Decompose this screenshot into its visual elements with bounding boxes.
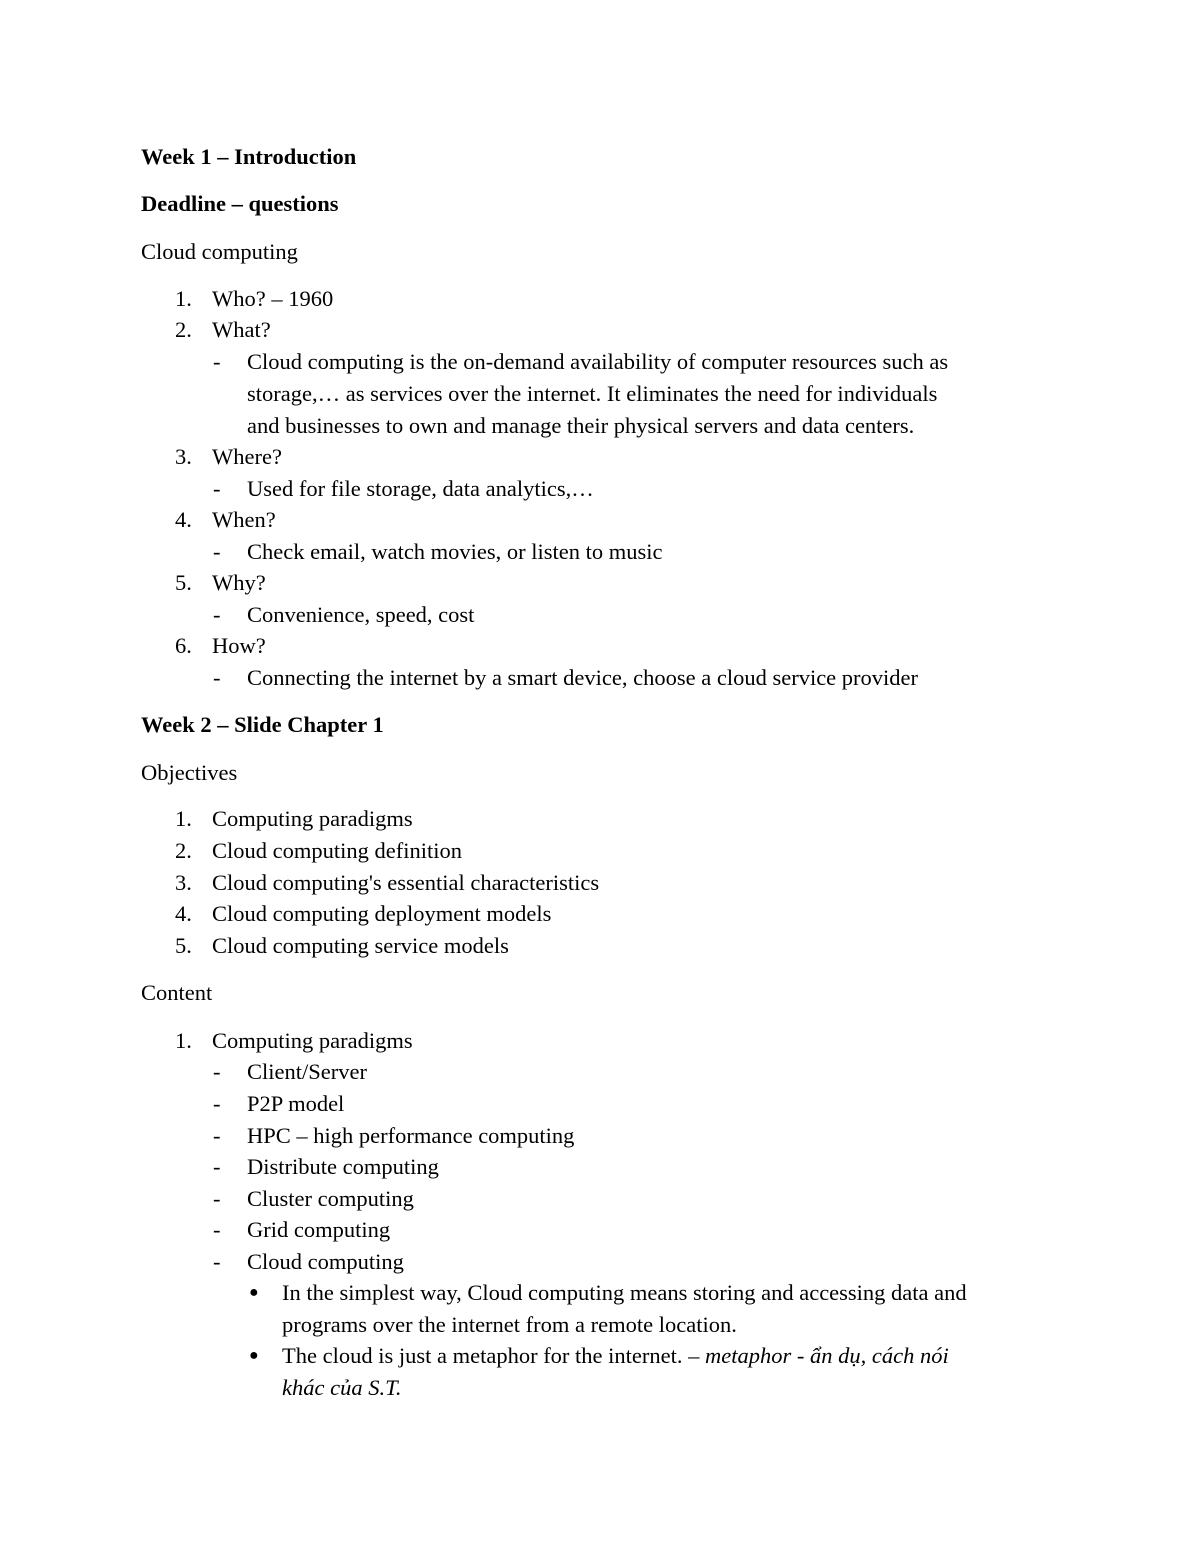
list-number: 4. bbox=[175, 507, 192, 532]
list-item-text: Why? bbox=[212, 570, 266, 595]
sub-item-text: Connecting the internet by a smart device, choose a cloud service provider bbox=[247, 665, 919, 690]
dash-marker: - bbox=[213, 1217, 221, 1242]
sub-item-text: Client/Server bbox=[247, 1059, 367, 1084]
sub-item-continuation: and businesses to own and manage their physical servers and data centers. bbox=[247, 413, 915, 438]
sub-item-continuation: storage,… as services over the internet. It eliminates the need for individuals bbox=[247, 381, 938, 406]
bullet-continuation: programs over the internet from a remote location. bbox=[282, 1312, 737, 1337]
dash-marker: - bbox=[213, 1186, 221, 1211]
list-item-text: Cloud computing definition bbox=[212, 838, 462, 863]
sub-item-text: Distribute computing bbox=[247, 1154, 439, 1179]
week2-heading: Week 2 – Slide Chapter 1 bbox=[141, 712, 384, 737]
sub-item-text: Used for file storage, data analytics,… bbox=[247, 476, 594, 501]
dash-marker: - bbox=[213, 665, 221, 690]
list-item-text: Where? bbox=[212, 444, 282, 469]
translation-note-continuation: khác của S.T. bbox=[282, 1375, 402, 1400]
list-item-text: Computing paradigms bbox=[212, 1028, 413, 1053]
sub-item-text: HPC – high performance computing bbox=[247, 1123, 575, 1148]
sub-item-text: Grid computing bbox=[247, 1217, 391, 1242]
list-item-text: Cloud computing service models bbox=[212, 933, 509, 958]
dash-marker: - bbox=[213, 476, 221, 501]
sub-item-text: Convenience, speed, cost bbox=[247, 602, 475, 627]
dash-marker: - bbox=[213, 349, 221, 374]
bullet-icon: ● bbox=[249, 1284, 259, 1301]
dash-marker: - bbox=[213, 602, 221, 627]
translation-note: – metaphor - ẩn dụ, cách nói bbox=[682, 1343, 949, 1368]
dash-marker: - bbox=[213, 1091, 221, 1116]
list-number: 2. bbox=[175, 317, 192, 342]
list-number: 2. bbox=[175, 838, 192, 863]
list-number: 6. bbox=[175, 633, 192, 658]
list-number: 1. bbox=[175, 1028, 192, 1053]
dash-marker: - bbox=[213, 1123, 221, 1148]
list-number: 4. bbox=[175, 901, 192, 926]
list-item-text: Who? – 1960 bbox=[212, 286, 334, 311]
deadline-heading: Deadline – questions bbox=[141, 191, 339, 216]
list-item-text: What? bbox=[212, 317, 271, 342]
list-item-text: Cloud computing deployment models bbox=[212, 901, 552, 926]
list-number: 3. bbox=[175, 444, 192, 469]
objectives-heading: Objectives bbox=[141, 760, 238, 785]
bullet-text: In the simplest way, Cloud computing means storing and accessing data and bbox=[282, 1280, 967, 1305]
cloud-computing-subtitle: Cloud computing bbox=[141, 239, 298, 264]
sub-item-text: P2P model bbox=[247, 1091, 345, 1116]
list-number: 5. bbox=[175, 933, 192, 958]
dash-marker: - bbox=[213, 539, 221, 564]
list-item-text: Computing paradigms bbox=[212, 806, 413, 831]
sub-item-text: Cloud computing is the on-demand availability of computer resources such as bbox=[247, 349, 949, 374]
content-heading: Content bbox=[141, 980, 213, 1005]
list-item-text: Cloud computing's essential characteristics bbox=[212, 870, 600, 895]
list-item-text: How? bbox=[212, 633, 266, 658]
week1-heading: Week 1 – Introduction bbox=[141, 144, 357, 169]
sub-item-text: Cloud computing bbox=[247, 1249, 404, 1274]
dash-marker: - bbox=[213, 1154, 221, 1179]
list-item-text: When? bbox=[212, 507, 276, 532]
list-number: 5. bbox=[175, 570, 192, 595]
bullet-icon: ● bbox=[249, 1347, 259, 1364]
list-number: 1. bbox=[175, 286, 192, 311]
dash-marker: - bbox=[213, 1059, 221, 1084]
sub-item-text: Check email, watch movies, or listen to music bbox=[247, 539, 663, 564]
dash-marker: - bbox=[213, 1249, 221, 1274]
list-number: 1. bbox=[175, 806, 192, 831]
sub-item-text: Cluster computing bbox=[247, 1186, 414, 1211]
bullet-text-group bbox=[282, 1342, 949, 1370]
list-number: 3. bbox=[175, 870, 192, 895]
bullet-text: The cloud is just a metaphor for the internet. bbox=[282, 1343, 683, 1368]
